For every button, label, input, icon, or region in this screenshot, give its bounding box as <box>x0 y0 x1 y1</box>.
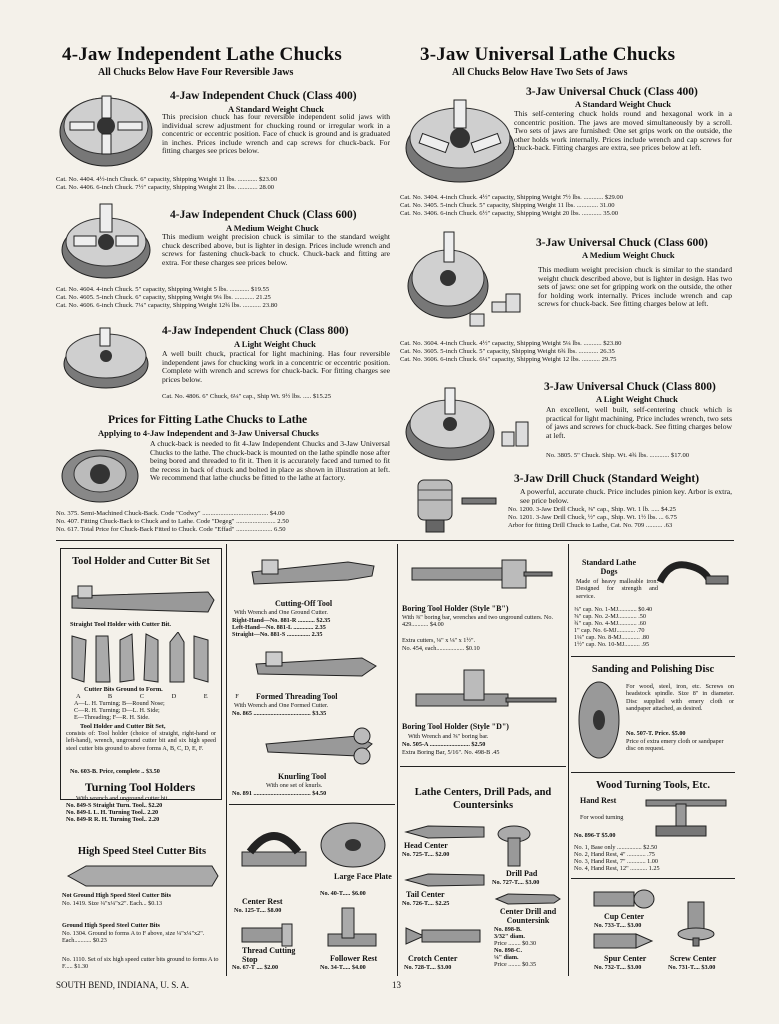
cutting-off-tool-image <box>248 554 378 600</box>
fitting-title: Prices for Fitting Lathe Chucks to Lathe <box>108 414 308 426</box>
u800-subtitle: A Light Weight Chuck <box>596 394 678 404</box>
turning-line-1: No. 849-S Straight Turn. Tool.. $2.20 <box>66 802 163 809</box>
threadstop-line: No. 67-T .... $2.00 <box>232 964 279 971</box>
hand-rest-image <box>636 794 734 840</box>
woodtools-title: Wood Turning Tools, Etc. <box>595 780 711 791</box>
headcenter-line: No. 725-T.... $2.00 <box>402 851 450 858</box>
u600-subtitle: A Medium Weight Chuck <box>582 250 675 260</box>
u600-line-1: Cat. No. 3604. 4-inch Chuck. 4½" capacity, Shipping Weight 5¼ lbs. ........... $23.80 <box>400 340 622 347</box>
u600-line-2: Cat. No. 3605. 5-inch Chuck. 5" capacity, Shipping Weight 6¾ lbs. ............ 26.35 <box>400 348 615 355</box>
dogs-row-6: 1½" cap. No. 10-MJ.......... .95 <box>574 641 650 648</box>
set-title: Tool Holder and Cutter Bit Set, <box>80 723 166 730</box>
boringD-description: With Wrench and ⅝" boring bar. <box>408 733 489 740</box>
column-divider-2 <box>397 544 398 976</box>
csink-title: Center Drill and Countersink <box>499 907 557 925</box>
boring-holder-b-image <box>406 552 556 598</box>
center-drill-image <box>494 892 564 906</box>
dogs-description: Made of heavy malleable iron. Designed for strength and service. <box>576 578 658 600</box>
c600-title: 4-Jaw Independent Chuck (Class 600) <box>170 209 357 221</box>
boring-holder-d-image <box>410 664 560 720</box>
followerrest-line: No. 34-T..... $4.00 <box>320 964 366 971</box>
col3-divider <box>400 766 566 767</box>
spur-center-image <box>592 930 656 952</box>
cup-center-image <box>592 888 656 910</box>
u400-title: 3-Jaw Universal Chuck (Class 400) <box>526 86 698 98</box>
c600-line-2: Cat. No. 4605. 5-inch Chuck. 6" capacity, Shipping Weight 9¼ lbs. ............ 21.25 <box>56 294 271 301</box>
spurcenter-line: No. 732-T.... $3.00 <box>594 964 642 971</box>
cutoff-line-1: Right-Hand—No. 881-R ........... $2.35 <box>232 617 331 624</box>
column-divider-3 <box>568 544 569 976</box>
screwcenter-line: No. 731-T.... $3.00 <box>668 964 716 971</box>
c800-title: 4-Jaw Independent Chuck (Class 800) <box>162 325 349 337</box>
set-description: consists of: Tool holder (choice of straight, right-hand or left-hand), wrench, unground cutter bit and six high speed steel cutter bits ground to above forms A, B, C, D, E, F. <box>66 730 216 752</box>
sanding-title: Sanding and Polishing Disc <box>591 664 715 675</box>
bits-title: Cutter Bits Ground to Form. <box>84 686 163 693</box>
csink-line-4: No. 898-C. <box>494 947 523 954</box>
col2-divider <box>229 804 395 805</box>
drill-chuck-image <box>400 470 500 536</box>
cutter-bits-image <box>68 632 216 684</box>
u400-line-1: Cat. No. 3404. 4-inch Chuck. 4½" capacity, Shipping Weight 7½ lbs. ............ $29.00 <box>400 194 624 201</box>
boringB-title: Boring Tool Holder (Style "B") <box>402 604 509 613</box>
drill-chuck-title: 3-Jaw Drill Chuck (Standard Weight) <box>514 473 700 485</box>
hss-line-2: Ground High Speed Steel Cutter Bits <box>62 922 160 929</box>
sanding-extra: Price of extra emery cloth or sandpaper disc on request. <box>626 738 724 753</box>
c600-line-1: Cat. No. 4604. 4-inch Chuck. 5" capacity, Shipping Weight 5 lbs. ............ $19.55 <box>56 286 270 293</box>
col4-divider-1 <box>571 656 735 657</box>
column-divider-1 <box>226 544 227 976</box>
screwcenter-title: Screw Center <box>670 954 717 963</box>
knurling-tool-image <box>262 722 382 774</box>
u600-title: 3-Jaw Universal Chuck (Class 600) <box>536 237 708 249</box>
chuck-back-image <box>56 440 144 512</box>
threadstop-title: Thread Cutting Stop <box>242 946 296 964</box>
fitting-line-3: No. 617. Total Price for Chuck-Back Fitted to Chuck. Code "Effad" ...................... 6.50 <box>56 526 286 533</box>
woodtools-row-1: No. 1, Base only ................ $2.50 <box>574 844 658 851</box>
c800-description: A well built chuck, practical for light machining. Has four reversible independent jaws for chucking work in a concentric or eccentric position. Complete with wrench and screws for chuck-back. For fitting charges see prices below. <box>162 349 390 384</box>
u400-line-2: Cat. No. 3405. 5-inch Chuck. 5" capacity, Shipping Weight 11 lbs. ............. 31.00 <box>400 202 615 209</box>
c400-title: 4-Jaw Independent Chuck (Class 400) <box>170 90 357 102</box>
fitting-line-1: No. 375. Semi-Machined Chuck-Back. Code "Codwy" ........................................ $4.00 <box>56 510 285 517</box>
hss-line-1b: No. 1419. Size ¼"x¼"x2". Each... $0.13 <box>62 900 163 907</box>
c400-line-1: Cat. No. 4404. 4½-inch Chuck. 6" capacity, Shipping Weight 11 lbs. ............ $23.00 <box>56 176 278 183</box>
u400-description: This self-centering chuck holds round and hexagonal work in a concentric position. The jaws are moved simultaneously by a scroll. Two sets of jaws are furnished: One set grips work on the outside, the other holds work internally. Prices include wrench and cap screws for chuck-back. Fitting charges are extra, see prices below at left. <box>514 109 732 153</box>
fitting-subtitle: Applying to 4-Jaw Independent and 3-Jaw Universal Chucks <box>98 428 319 438</box>
crotch-center-image <box>404 924 484 948</box>
csink-line-2: 3/32" diam. <box>494 933 525 940</box>
chuck-3jaw-800-image <box>400 380 540 470</box>
dogs-row-3: ¾" cap. No. 4-MJ............ .60 <box>574 620 646 627</box>
c400-description: This precision chuck has four reversible independent solid jaws with individual screw adjustment for chucking round or irregular work in a concentric or eccentric position. Face of chuck is ground and is graduated in inches. Prices include wrench and cap screws for chuck-back. For fitting charges see prices below. <box>162 112 390 156</box>
bits-line-3: E—Threading; F—R. H. Side. <box>74 714 150 721</box>
cutoff-title: Cutting-Off Tool <box>275 599 333 608</box>
set-price: No. 603-B. Price, complete .. $3.50 <box>70 768 160 775</box>
chuck-4jaw-600-image <box>56 196 156 284</box>
knurling-line: No. 891 ..................................... $4.50 <box>232 790 327 797</box>
knurling-subtitle: With one set of knurls. <box>266 782 323 789</box>
drill-pad-image <box>494 822 534 868</box>
woodtools-row-2: No. 2, Hand Rest, 4" ............ .75 <box>574 851 655 858</box>
woodtools-row-4: No. 4, Hand Rest, 12" ........... 1.25 <box>574 865 660 872</box>
toolholder-caption: Straight Tool Holder with Cutter Bit. <box>70 621 171 628</box>
csink-line-6: Price ........ $0.35 <box>494 961 537 968</box>
hss-title: High Speed Steel Cutter Bits <box>77 846 207 857</box>
threading-line: No. 865 ..................................... $3.35 <box>232 710 327 717</box>
u800-line-1: No. 3805. 5" Chuck. Ship. Wt. 4¾ lbs. ............ $17.00 <box>546 452 690 459</box>
face-plate-image <box>318 820 388 870</box>
threading-tool-image <box>252 648 380 688</box>
sanding-disc-image <box>574 680 624 762</box>
follower-rest-image <box>322 904 382 950</box>
drill-line-1: No. 1200. 3-Jaw Drill Chuck, ⅜" cap., Ship. Wt. 1 lb. ..... $4.25 <box>508 506 676 513</box>
dogs-title: Standard Lathe Dogs <box>581 558 636 576</box>
dogs-row-1: ⅜" cap. No. 1-MJ............ $0.40 <box>574 606 653 613</box>
csink-line-3: Price ........ $0.30 <box>494 940 537 947</box>
col4-divider-2 <box>571 772 735 773</box>
chuck-3jaw-600-image <box>400 222 532 338</box>
col4-divider-3 <box>571 878 735 879</box>
head-center-image <box>404 824 488 840</box>
center-rest-image <box>234 816 314 876</box>
c400-subtitle: A Standard Weight Chuck <box>228 104 324 114</box>
section-divider <box>56 540 734 541</box>
tailcenter-line: No. 726-T.... $2.25 <box>402 900 450 907</box>
drill-chuck-description: A powerful, accurate chuck. Price includes pinion key. Arbor is extra, see price below. <box>520 487 732 505</box>
tailcenter-title: Tail Center <box>406 890 445 899</box>
u800-description: An excellent, well built, self-centering chuck which is practical for light machining. Price includes wrench, two sets of jaws and screws for chuck-back. See fitting charges below at left. <box>546 405 732 440</box>
turning-subtitle: With wrench and unground cutter bit. <box>76 795 169 802</box>
turning-line-3: No. 849-R R. H. Turning Tool.. 2.20 <box>66 816 160 823</box>
dogs-row-5: 1¼" cap. No. 8-MJ............ .80 <box>574 634 650 641</box>
sanding-description: For wood, steel, iron, etc. Screws on headstock spindle. Size 8" in diameter. Disc supplied with emery cloth or sandpaper attached, as desired. <box>626 683 734 713</box>
turning-title: Turning Tool Holders <box>84 780 196 794</box>
woodtools-row-3: No. 3, Hand Rest, 7" ............ 1.00 <box>574 858 658 865</box>
c800-subtitle: A Light Weight Chuck <box>234 339 316 349</box>
u800-title: 3-Jaw Universal Chuck (Class 800) <box>544 381 716 393</box>
crotch-line: No. 728-T.... $3.00 <box>404 964 452 971</box>
handrest-title: Hand Rest <box>580 796 617 805</box>
handrest-line: No. 896-T $5.00 <box>574 832 616 839</box>
faceplate-title: Large Face Plate <box>334 872 392 881</box>
cutoff-line-2: Left-Hand—No. 881-L ............. 2.35 <box>232 624 326 631</box>
boringD-title: Boring Tool Holder (Style "D") <box>402 722 509 731</box>
cupcenter-title: Cup Center <box>604 912 645 921</box>
csink-line-5: ⅛" diam. <box>494 954 519 961</box>
handrest-subtitle: For wood turning <box>580 814 624 821</box>
crotch-title: Crotch Center <box>408 954 458 963</box>
boringD-line: No. 505-A .......................... $2.50 <box>402 741 486 748</box>
faceplate-line: No. 40-T..... $6.00 <box>320 890 366 897</box>
dogs-row-2: ⅝" cap. No. 2-MJ............ .50 <box>574 613 646 620</box>
threading-title: Formed Threading Tool <box>256 692 338 701</box>
csink-line-1: No. 898-B. <box>494 926 522 933</box>
hss-line-1: Not Ground High Speed Steel Cutter Bits <box>62 892 172 899</box>
tail-center-image <box>404 872 488 888</box>
right-page-subtitle: All Chucks Below Have Two Sets of Jaws <box>452 67 628 78</box>
boringB-extra: Extra cutters, ⅛" x ⅛" x 1½". <box>402 637 476 644</box>
drill-line-3: Arbor for fitting Drill Chuck to Lathe, Cat. No. 709 .......... .63 <box>508 522 673 529</box>
u600-description: This medium weight precision chuck is similar to the standard weight chuck described above, but is lighter in design. Has two sets of jaws: one set for gripping work on the outside, the other for holding work internally. Prices include wrench and cap screws for chuck-back. See fitting charges below at left. <box>538 265 732 309</box>
c400-line-2: Cat. No. 4406. 6-inch Chuck. 7½" capacity, Shipping Weight 21 lbs. ............ 28.00 <box>56 184 275 191</box>
footer-location: SOUTH BEND, INDIANA, U. S. A. <box>56 980 190 990</box>
hss-line-2b: No. 1304. Ground to forms A to F above, size ¼"x¼"x2". Each........... $0.23 <box>62 930 205 945</box>
chuck-4jaw-800-image <box>56 322 160 394</box>
boringB-extra-line: No. 454, each.................. $0.10 <box>402 645 480 652</box>
boringD-extra: Extra Boring Bar, 5/16". No. 498-B .45 <box>402 749 500 756</box>
sanding-line: No. 507-T. Price. $5.00 <box>626 730 686 737</box>
cutoff-line-3: Straight—No. 881-S ............... 2.35 <box>232 631 323 638</box>
c800-line-1: Cat. No. 4806. 6" Chuck, 6¼" cap., Ship Wt. 9½ lbs. ..... $15.25 <box>162 393 332 400</box>
hss-line-3: No. 1110. Set of six high speed cutter bits ground to forms A to F..... $1.30 <box>62 956 219 971</box>
u400-line-3: Cat. No. 3406. 6-inch Chuck. 6½" capacity, Shipping Weight 20 lbs. ............ 35.00 <box>400 210 619 217</box>
spurcenter-title: Spur Center <box>604 954 647 963</box>
u400-subtitle: A Standard Weight Chuck <box>575 99 671 109</box>
bits-line-2: C—R. H. Turning; D—L. H. Side; <box>74 707 160 714</box>
c600-subtitle: A Medium Weight Chuck <box>226 223 319 233</box>
screw-center-image <box>672 900 720 948</box>
fitting-description: A chuck-back is needed to fit 4-Jaw Independent Chucks and 3-Jaw Universal Chucks to the lathe. The chuck-back is mounted on the lathe spindle nose after being bored and threaded to fit it. Then it is accurately faced and turned to fit the recess in back of chuck and bolted in place as shown in illustration at left. We recommend that lathe chucks be fitted to the lathe at factory. <box>150 439 390 483</box>
drillpad-title: Drill Pad <box>506 869 538 878</box>
drillpad-line: No. 727-T.... $3.00 <box>492 879 540 886</box>
lathe-dog-image <box>650 556 734 596</box>
left-page-title: 4-Jaw Independent Lathe Chucks <box>62 44 342 65</box>
c600-description: This medium weight precision chuck is similar to the standard weight chuck described above, but is lighter in design. Prices include wrench and screws for fastening chuck-back to chuck. Chuck-back and fitting are extra. For these charges see prices below. <box>162 232 390 267</box>
headcenter-title: Head Center <box>404 841 448 850</box>
chuck-3jaw-400-image <box>400 86 520 196</box>
right-page-title: 3-Jaw Universal Lathe Chucks <box>420 44 676 65</box>
centers-title: Lathe Centers, Drill Pads, and Countersinks <box>414 787 552 811</box>
threading-subtitle: With Wrench and One Formed Cutter. <box>234 702 329 709</box>
c600-line-3: Cat. No. 4606. 6-inch Chuck. 7¼" capacity, Shipping Weight 12¾ lbs. ........... 23.80 <box>56 302 278 309</box>
bits-line-1: A—L. H. Turning; B—Round Nose; <box>74 700 165 707</box>
turning-line-2: No. 849-L L. H. Turning Tool.. 2.20 <box>66 809 159 816</box>
straight-tool-holder-image <box>68 582 216 620</box>
u600-line-3: Cat. No. 3606. 6-inch Chuck. 6¼" capacity, Shipping Weight 12 lbs. ........... 29.75 <box>400 356 617 363</box>
centerrest-line: No. 125-T.... $8.00 <box>234 907 282 914</box>
toolholder-title: Tool Holder and Cutter Bit Set <box>72 556 210 567</box>
page-number: 13 <box>392 980 401 990</box>
dogs-row-4: 1" cap. No. 6-MJ............ .70 <box>574 627 645 634</box>
drill-line-2: No. 1201. 3-Jaw Drill Chuck, ½" cap., Ship. Wt. 1½ lbs. ... 6.75 <box>508 514 677 521</box>
boringB-description: With ⅜" boring bar, wrenches and two unground cutters. No. 429........... $4.00 <box>402 614 554 629</box>
cutter-bit-image <box>62 864 222 888</box>
fitting-line-2: No. 407. Fitting Chuck-Back to Chuck and to Lathe. Code "Degeg" ........................ 2.50 <box>56 518 289 525</box>
centerrest-title: Center Rest <box>242 897 283 906</box>
followerrest-title: Follower Rest <box>330 954 378 963</box>
cutoff-subtitle: With Wrench and One Ground Cutter. <box>234 609 328 616</box>
chuck-4jaw-400-image <box>56 82 156 170</box>
bits-letters: A B C D E F <box>76 693 252 700</box>
knurling-title: Knurling Tool <box>278 772 327 781</box>
left-page-subtitle: All Chucks Below Have Four Reversible Jaws <box>98 67 294 78</box>
cupcenter-line: No. 733-T.... $3.00 <box>594 922 642 929</box>
